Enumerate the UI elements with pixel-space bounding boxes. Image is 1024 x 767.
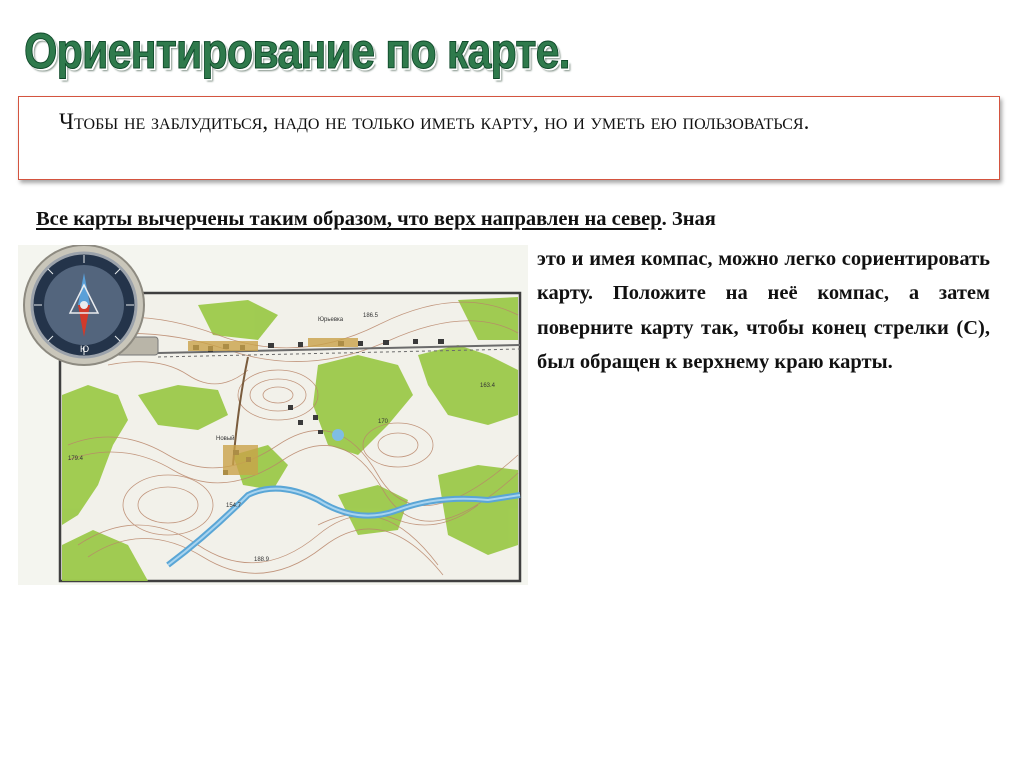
map-label-h5: 188.9 <box>254 557 270 563</box>
map-label-village2: Новый <box>216 436 235 442</box>
map-label-h1: 186.5 <box>363 313 379 319</box>
map-label-h2: 163.4 <box>480 383 496 389</box>
map-label-village1: Юрьевка <box>318 317 344 323</box>
map-label-h6: 170 <box>378 419 389 425</box>
lead-sentence <box>36 208 996 231</box>
map-label-h4: 154.7 <box>226 503 242 509</box>
topographic-map-illustration <box>18 245 528 585</box>
quote-text: Чтобы не заблудиться, надо не только иметь карту, но и уметь ею пользоваться. <box>59 109 810 134</box>
lead-underlined: Все карты вычерчены таким образом, что верх направлен на север <box>36 208 662 230</box>
map-label-h3: 179.4 <box>68 456 84 462</box>
quote-box <box>18 96 1000 180</box>
compass-south-label: Ю <box>80 344 90 354</box>
lead-rest: . Зная <box>661 208 716 230</box>
body-text: это и имея компас, можно легко сориентировать карту. Положите на неё компас, а затем поверните карту так, чтобы конец стрелки (С), был обращен к верхнему краю карты. <box>537 248 990 374</box>
page-title: Ориентирование по карте. <box>24 23 570 79</box>
map-svg <box>18 245 528 585</box>
